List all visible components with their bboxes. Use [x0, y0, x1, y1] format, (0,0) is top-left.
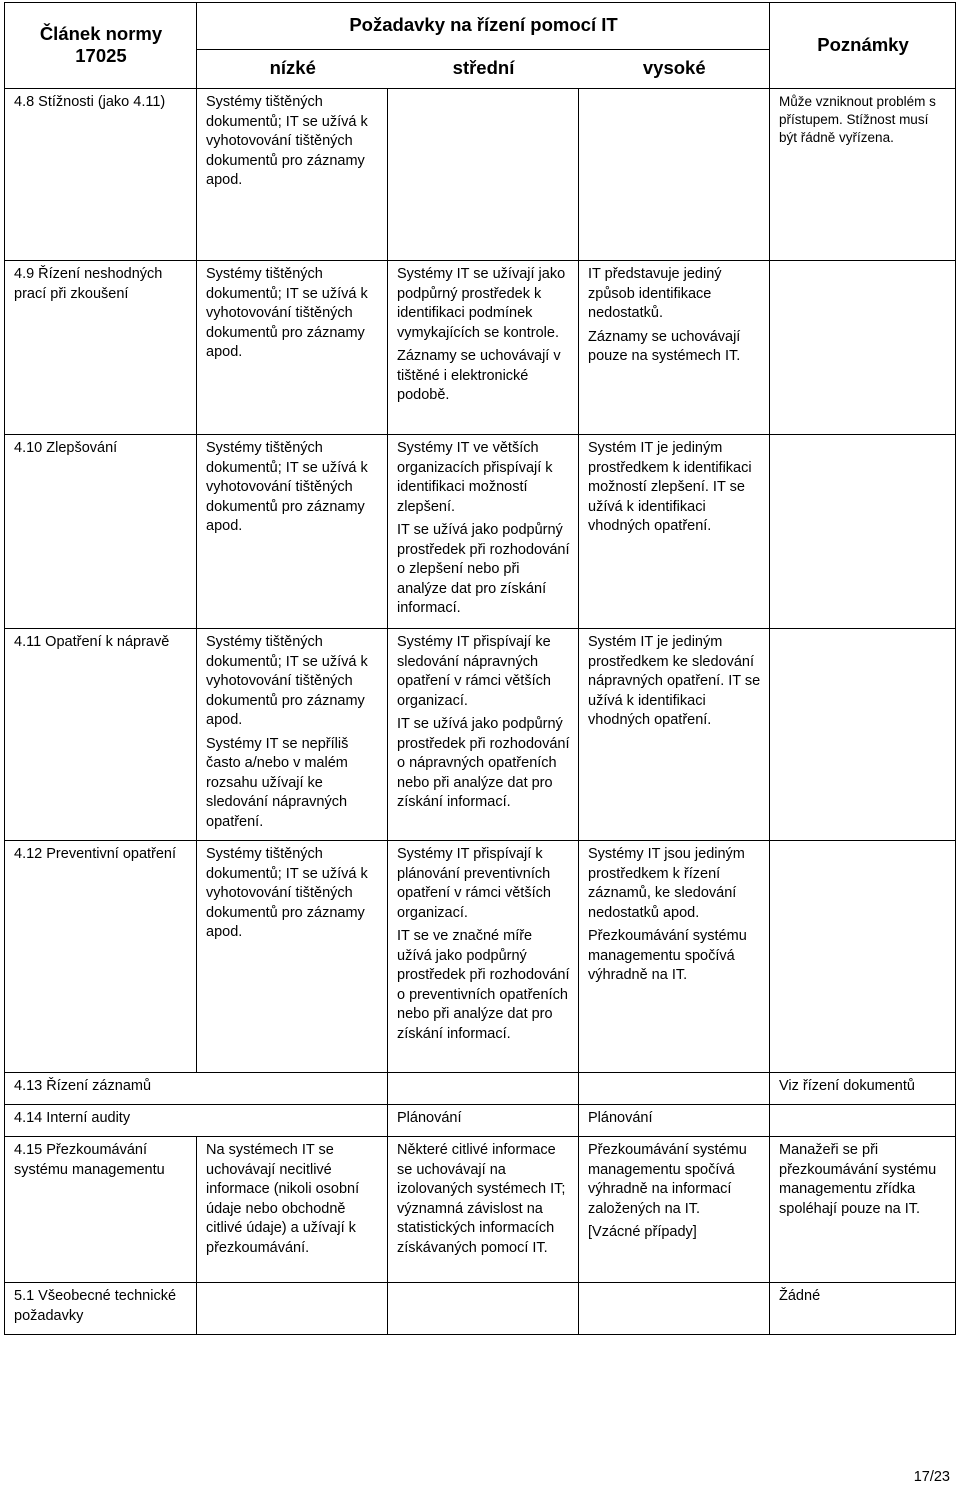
mid-cell: Systémy IT přispívají k plánování preventivních opatření v rámci větších organizací. IT se ve značné míře užívá jako podpůrný prostředek při rozhodování o preventivních opatřeních nebo při analýze dat pro získání informací.: [388, 841, 579, 1073]
notes-cell: [770, 1105, 956, 1137]
mid-cell: Systémy IT ve větších organizacích přispívají k identifikaci možností zlepšení. IT se užívá jako podpůrný prostředek při rozhodování o zlepšení nebo při analýze dat pro získání informací.: [388, 435, 579, 629]
high-cell: [579, 1073, 770, 1105]
header-requirements: Požadavky na řízení pomocí IT: [197, 3, 770, 50]
high-cell: Systém IT je jediným prostředkem k identifikaci možností zlepšení. IT se užívá k identifikaci vhodných opatření.: [579, 435, 770, 629]
low-cell: [197, 1283, 388, 1335]
table-row: [5, 1105, 956, 1137]
header-article: Článek normy 17025: [5, 3, 197, 89]
table-row: [5, 629, 956, 841]
requirements-table: [4, 2, 956, 1335]
table-row: [5, 1283, 956, 1335]
notes-cell: Viz řízení dokumentů: [770, 1073, 956, 1105]
article-cell: 4.12 Preventivní opatření: [5, 841, 197, 1073]
high-cell: Systémy IT jsou jediným prostředkem k řízení záznamů, ke sledování nedostatků apod. Přezkoumávání systému managementu spočívá výhradně na IT.: [579, 841, 770, 1073]
mid-cell: Systémy IT přispívají ke sledování nápravných opatření v rámci větších organizací. IT se užívá jako podpůrný prostředek při rozhodování o nápravných opatřeních nebo při analýze dat pro získání informací.: [388, 629, 579, 841]
low-cell: Systémy tištěných dokumentů; IT se užívá k vyhotovování tištěných dokumentů pro záznamy apod.: [197, 89, 388, 261]
notes-cell: [770, 435, 956, 629]
notes-cell: Žádné: [770, 1283, 956, 1335]
table-row: [5, 261, 956, 435]
low-cell: Systémy tištěných dokumentů; IT se užívá k vyhotovování tištěných dokumentů pro záznamy apod.: [197, 261, 388, 435]
notes-cell: [770, 629, 956, 841]
low-cell: Systémy tištěných dokumentů; IT se užívá k vyhotovování tištěných dokumentů pro záznamy apod. Systémy IT se nepříliš často a/nebo v malém rozsahu užívají ke sledování nápravných opatření.: [197, 629, 388, 841]
notes-cell: Manažeři se při přezkoumávání systému managementu zřídka spoléhají pouze na IT.: [770, 1137, 956, 1283]
article-cell: 5.1 Všeobecné technické požadavky: [5, 1283, 197, 1335]
low-cell: Systémy tištěných dokumentů; IT se užívá k vyhotovování tištěných dokumentů pro záznamy apod.: [197, 435, 388, 629]
article-cell: 4.13 Řízení záznamů: [5, 1073, 388, 1105]
header-level-mid: střední: [388, 50, 579, 89]
article-cell: 4.14 Interní audity: [5, 1105, 388, 1137]
header-row: [5, 3, 956, 50]
page-number: 17/23: [913, 1469, 950, 1485]
high-cell: IT představuje jediný způsob identifikace nedostatků. Záznamy se uchovávají pouze na systémech IT.: [579, 261, 770, 435]
mid-cell: [388, 89, 579, 261]
high-cell: Plánování: [579, 1105, 770, 1137]
low-cell: Systémy tištěných dokumentů; IT se užívá k vyhotovování tištěných dokumentů pro záznamy apod.: [197, 841, 388, 1073]
high-cell: Přezkoumávání systému managementu spočívá výhradně na informací založených na IT. [Vzácné případy]: [579, 1137, 770, 1283]
header-level-high: vysoké: [579, 50, 770, 89]
table-row: [5, 1137, 956, 1283]
notes-cell: Může vzniknout problém s přístupem. Stížnost musí být řádně vyřízena.: [770, 89, 956, 261]
low-cell: Na systémech IT se uchovávají necitlivé informace (nikoli osobní údaje nebo obchodně citlivé údaje) a užívají k přezkoumávání.: [197, 1137, 388, 1283]
article-cell: 4.11 Opatření k nápravě: [5, 629, 197, 841]
high-cell: Systém IT je jediným prostředkem ke sledování nápravných opatření. IT se užívá k identifikaci vhodných opatření.: [579, 629, 770, 841]
high-cell: [579, 1283, 770, 1335]
mid-cell: Systémy IT se užívají jako podpůrný prostředek k identifikaci podmínek vymykajících se kontrole. Záznamy se uchovávají v tištěné i elektronické podobě.: [388, 261, 579, 435]
mid-cell: [388, 1283, 579, 1335]
table-row: [5, 435, 956, 629]
article-cell: 4.8 Stížnosti (jako 4.11): [5, 89, 197, 261]
header-level-low: nízké: [197, 50, 388, 89]
high-cell: [579, 89, 770, 261]
table-row: [5, 89, 956, 261]
table-row: [5, 1073, 956, 1105]
table-row: [5, 841, 956, 1073]
mid-cell: Některé citlivé informace se uchovávají na izolovaných systémech IT; významná závislost na statistických informacích získávaných pomocí IT.: [388, 1137, 579, 1283]
article-cell: 4.10 Zlepšování: [5, 435, 197, 629]
notes-cell: [770, 841, 956, 1073]
article-cell: 4.9 Řízení neshodných prací při zkoušení: [5, 261, 197, 435]
mid-cell: [388, 1073, 579, 1105]
header-notes: Poznámky: [770, 3, 956, 89]
article-cell: 4.15 Přezkoumávání systému managementu: [5, 1137, 197, 1283]
mid-cell: Plánování: [388, 1105, 579, 1137]
notes-cell: [770, 261, 956, 435]
